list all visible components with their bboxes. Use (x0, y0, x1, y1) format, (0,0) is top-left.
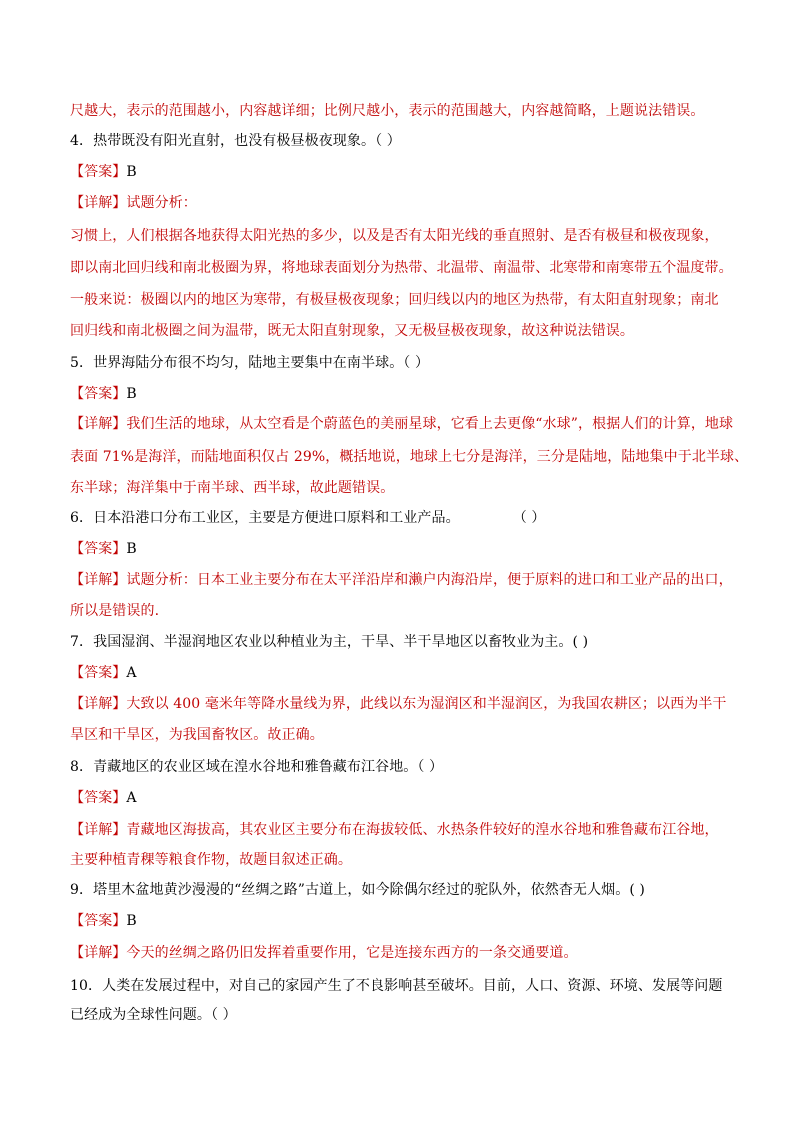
answer-label: 【答案】 (70, 913, 127, 929)
question-5: 5．世界海陆分布很不均匀，陆地主要集中在南半球。（ ） (70, 355, 430, 371)
detail-label: 【详解】 (70, 416, 127, 432)
answer-value: B (126, 541, 137, 557)
answer-value: B (126, 164, 137, 180)
answer-line (70, 911, 730, 931)
explanation-line: 主要种植青稞等粮食作物，故题目叙述正确。 (70, 852, 352, 868)
answer-line (70, 162, 730, 182)
explanation-line: 尺越大，表示的范围越小，内容越详细；比例尺越小，表示的范围越大，内容越简略，上题说法错误。 (70, 103, 705, 119)
answer-label: 【答案】 (70, 164, 127, 180)
question-10-continued: 已经成为全球性问题。（ ） (70, 1007, 237, 1023)
question-8: 8．青藏地区的农业区域在湟水谷地和雅鲁藏布江谷地。（ ） (70, 759, 444, 775)
answer-label: 【答案】 (70, 386, 127, 402)
answer-line (70, 788, 730, 808)
answer-label: 【答案】 (70, 541, 127, 557)
detail-line (70, 820, 730, 840)
answer-line (70, 663, 730, 683)
answer-line (70, 539, 730, 559)
question-9: 9．塔里木盆地黄沙漫漫的“丝绸之路”古道上，如今除偶尔经过的驼队外，依然杳无人烟。( ) (70, 882, 645, 898)
answer-label: 【答案】 (70, 790, 127, 806)
explanation-line: 一般来说：极圈以内的地区为寒带，有极昼极夜现象；回归线以内的地区为热带，有太阳直射现象；南北 (70, 292, 719, 308)
question-10: 10．人类在发展过程中，对自己的家园产生了不良影响甚至破坏。目前，人口、资源、环境、发展等问题 (70, 978, 723, 994)
detail-line (70, 694, 730, 714)
question-text: 6．日本沿港口分布工业区，主要是方便进口原料和工业产品。 (70, 510, 460, 526)
answer-value: A (126, 790, 137, 806)
detail-label: 【详解】 (70, 696, 127, 712)
question-6 (70, 508, 730, 528)
explanation-line: 习惯上，人们根据各地获得太阳光热的多少，以及是否有太阳光线的垂直照射、是否有极昼和极夜现象， (70, 228, 719, 244)
detail-text: 试题分析： (126, 195, 197, 211)
detail-line (70, 943, 730, 963)
answer-value: A (126, 665, 137, 681)
answer-value: B (126, 386, 137, 402)
answer-blank: （ ） (519, 510, 546, 526)
detail-text: 今天的丝绸之路仍旧发挥着重要作用，它是连接东西方的一条交通要道。 (126, 945, 578, 961)
detail-line (70, 193, 730, 213)
detail-label: 【详解】 (70, 195, 127, 211)
detail-label: 【详解】 (70, 822, 127, 838)
detail-label: 【详解】 (70, 572, 127, 588)
detail-text: 青藏地区海拔高，其农业区主要分布在海拔较低、水热条件较好的湟水谷地和雅鲁藏布江谷地， (126, 822, 719, 838)
explanation-line: 回归线和南北极圈之间为温带，既无太阳直射现象，又无极昼极夜现象，故这种说法错误。 (70, 323, 634, 339)
explanation-line: 旱区和干旱区，为我国畜牧区。故正确。 (70, 727, 324, 743)
explanation-line: 东半球；海洋集中于南半球、西半球，故此题错误。 (70, 480, 395, 496)
explanation-line: 即以南北回归线和南北极圈为界，将地球表面划分为热带、北温带、南温带、北寒带和南寒带五个温度带。 (70, 260, 733, 276)
detail-text: 大致以 400 毫米年等降水量线为界，此线以东为湿润区和半湿润区，为我国农耕区；以西为半干 (126, 696, 727, 712)
detail-text: 试题分析：日本工业主要分布在太平洋沿岸和濑户内海沿岸，便于原料的进口和工业产品的出口， (126, 572, 733, 588)
detail-text: 我们生活的地球，从太空看是个蔚蓝色的美丽星球，它看上去更像“水球”，根据人们的计算，地球 (126, 416, 734, 432)
question-4: 4．热带既没有阳光直射，也没有极昼极夜现象。（ ） (70, 133, 401, 149)
detail-line (70, 570, 733, 590)
explanation-line: 表面 71%是海洋，而陆地面积仅占 29%，概括地说，地球上七分是海洋，三分是陆地，陆地集中于北半球、 (70, 449, 749, 465)
detail-label: 【详解】 (70, 945, 127, 961)
answer-line (70, 384, 730, 404)
answer-label: 【答案】 (70, 665, 127, 681)
explanation-line: 所以是错误的. (70, 603, 160, 619)
answer-value: B (126, 913, 137, 929)
detail-line (70, 414, 734, 434)
question-7: 7．我国湿润、半湿润地区农业以种植业为主，干旱、半干旱地区以畜牧业为主。( ) (70, 634, 589, 650)
